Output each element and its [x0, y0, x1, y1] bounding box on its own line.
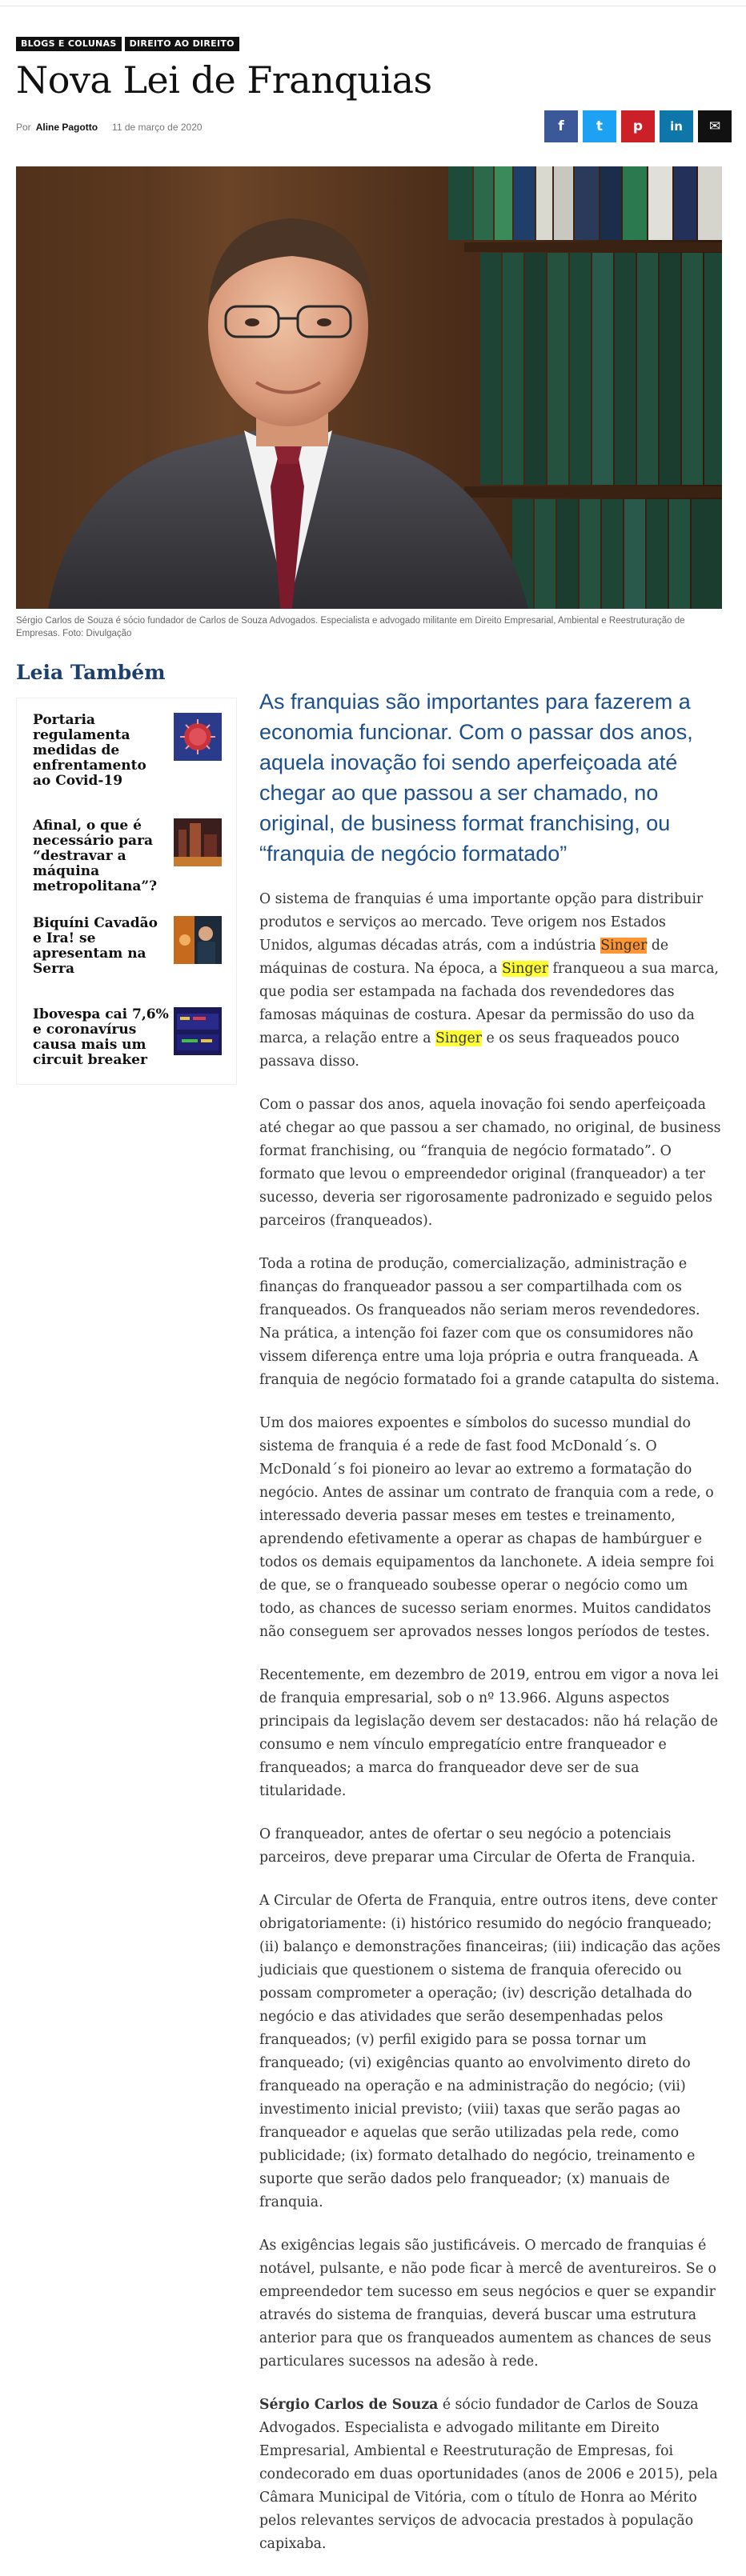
category-tags: [16, 37, 239, 51]
facebook-share-button[interactable]: [544, 110, 578, 142]
article-paragraph: A Circular de Oferta de Franquia, entre outros itens, deve conter obrigatoriamente: (i) histórico resumido do negócio franqueado; (ii) balanço e demonstrações financeiras; (iii) indicação das ações judiciais que questionem o sistema de franquia oferecido ou possam comprometer a operação; (iv) descrição detalhada do negócio e das atividades que serão desempenhadas pelos franqueados; (v) perfil exigido para se possa tornar um franqueado; (vi) exigências quanto ao envolvimento direto do franqueado na operação e na administração do negócio; (vii) investimento inicial previsto; (viii) taxas que serão pagas ao franqueador e aquelas que serão utilizadas pela rede, como publicidade; (ix) formato detalhado do negócio, treinamento e suporte que serão dados pelo franqueador; (x) manuais de franquia.: [259, 1893, 721, 2210]
email-icon: ✉: [708, 118, 721, 134]
bookshelf-middle: [480, 253, 722, 485]
linkedin-icon: in: [670, 119, 683, 134]
pinterest-icon: p: [632, 118, 644, 134]
related-article[interactable]: [33, 713, 222, 789]
article-paragraph: Um dos maiores expoentes e símbolos do sucesso mundial do sistema de franquia é a rede de fast food McDonald´s. O McDonald´s foi pioneiro ao levar ao extremo a formatação do negócio. Antes de assinar um contrato de franquia com a rede, o interessado deveria passar meses em testes e treinamento, aprendendo efetivamente a operar as chapas de hambúrguer e todos os demais equipamentos da lanchonete. A ideia sempre foi de que, se o franqueado soubesse operar o negócio como um todo, as chances de sucesso seriam enormes. Muitos candidatos não conseguem ser aprovados nesses longos períodos de testes.: [259, 1415, 715, 1640]
pinterest-share-button[interactable]: [621, 110, 655, 142]
article-paragraph: O franqueador, antes de ofertar o seu negócio a potenciais parceiros, deve preparar uma Circular de Oferta de Franquia.: [259, 1826, 696, 1866]
photo-caption: Sérgio Carlos de Souza é sócio fundador de Carlos de Souza Advogados. Especialista e advogado militante em Direito Empresarial, Ambiental e Reestruturação de Empresas. Foto: Divulgação: [16, 616, 685, 638]
coronavirus-thumbnail[interactable]: [174, 713, 222, 761]
highlight-singer: Singer: [435, 1030, 483, 1046]
hero-photo: [16, 166, 722, 609]
by-label: Por: [16, 122, 31, 133]
highlight-singer: Singer: [600, 938, 648, 954]
linkedin-share-button[interactable]: [660, 110, 693, 142]
article-title: Nova Lei de Franquias: [16, 58, 432, 102]
sidebar-title: Leia Também: [16, 661, 166, 684]
article-paragraph: Recentemente, em dezembro de 2019, entrou em vigor a nova lei de franquia empresarial, sob o nº 13.966. Alguns aspectos principais da legislação devem ser destacados: não há relação de consumo e nem vínculo empregatício entre franqueador e franqueados; a marca do franqueador deve ser de sua titularidade.: [259, 1667, 719, 1799]
facebook-icon: f: [558, 118, 564, 134]
article-body: [259, 888, 722, 2576]
author-link[interactable]: Aline Pagotto: [35, 122, 98, 133]
email-share-button[interactable]: [698, 110, 732, 142]
category-blogs-e-colunas[interactable]: BLOGS E COLUNAS: [16, 37, 122, 51]
twitter-icon: t: [596, 118, 604, 134]
article-paragraph: Com o passar dos anos, aquela inovação foi sendo aperfeiçoada até chegar ao que passou a ser chamado, no original, de business format franchising, ou “franquia de negócio formatado”. O formato que levou o empreendedor original (franqueador) a ter sucesso, deveria ser rigorosamente padronizado e seguido pelos parceiros (franqueados).: [259, 1097, 721, 1229]
author-bio: Sérgio Carlos de Souza é sócio fundador de Carlos de Souza Advogados. Especialista e advogado militante em Direito Empresarial, Ambiental e Reestruturação de Empresas, foi condecorado em duas oportunidades (anos de 2006 e 2015), pela Câmara Municipal de Vitória, com o título de Honra ao Mérito pelos relevantes serviços de advocacia prestados à população capixaba.: [259, 2397, 718, 2552]
city-night-thumbnail[interactable]: [174, 818, 222, 866]
related-article-title[interactable]: Biquíni Cavadão e Ira! se apresentam na Serra: [33, 915, 158, 977]
stock-market-thumbnail[interactable]: [174, 1007, 222, 1055]
article-meta: [16, 122, 203, 133]
twitter-share-button[interactable]: [583, 110, 616, 142]
related-article-title[interactable]: Afinal, o que é necessário para “destravar a máquina metropolitana”?: [33, 818, 158, 894]
article-paragraph: Toda a rotina de produção, comercialização, administração e finanças do franqueador passou a ser compartilhada com os franqueados. Os franqueados não seriam meros revendedores. Na prática, a intenção foi fazer com que os consumidores não vissem diferença entre uma loja própria e outra franqueada. A franquia de negócio formatado foi a grande catapulta do sistema.: [259, 1256, 720, 1388]
related-article[interactable]: [33, 818, 222, 894]
article-paragraph: O sistema de franquias é uma importante opção para distribuir produtos e serviços ao mercado. Teve origem nos Estados Unidos, algumas décadas atrás, com a indústria Singer de máquinas de costura. Na época, a Singer franqueou a sua marca, que podia ser estampada na fachada dos revendedores das famosas máquinas de costura. Apesar da permissão do uso da marca, a relação entre a Singer e os seus fraqueados pouco passava disso.: [259, 891, 720, 1070]
bookshelf-top: [448, 166, 722, 240]
highlight-singer: Singer: [501, 961, 548, 977]
concert-thumbnail[interactable]: [174, 916, 222, 964]
top-border: [0, 0, 746, 6]
category-direito-ao-direito[interactable]: DIREITO AO DIREITO: [125, 37, 239, 51]
author-bio-name: Sérgio Carlos de Souza: [259, 2397, 439, 2413]
related-article-title[interactable]: Portaria regulamenta medidas de enfrentamento ao Covid-19: [33, 712, 146, 789]
portrait-image: [16, 166, 722, 609]
share-buttons: [544, 110, 732, 142]
article-paragraph: As exigências legais são justificáveis. O mercado de franquias é notável, pulsante, e não pode ficar à mercê de aventureiros. Se o empreendedor tem sucesso em seus negócios e quer se expandir através do sistema de franquias, deverá buscar uma estrutura anterior para que os franqueados aumentem as chances de seus particulares sucessos na adesão à rede.: [259, 2238, 716, 2370]
related-article[interactable]: [33, 916, 222, 977]
related-article-title[interactable]: Ibovespa cai 7,6% e coronavírus causa mais um circuit breaker: [33, 1006, 169, 1068]
article-lead: As franquias são importantes para fazerem a economia funcionar. Com o passar dos anos, aquela inovação foi sendo aperfeiçoada até chegar ao que passou a ser chamado, no original, de business format franchising, ou “franquia de negócio formatado”: [259, 690, 693, 866]
related-articles: [16, 698, 237, 1085]
publish-date: 11 de março de 2020: [112, 122, 203, 133]
related-article[interactable]: [33, 1007, 222, 1068]
